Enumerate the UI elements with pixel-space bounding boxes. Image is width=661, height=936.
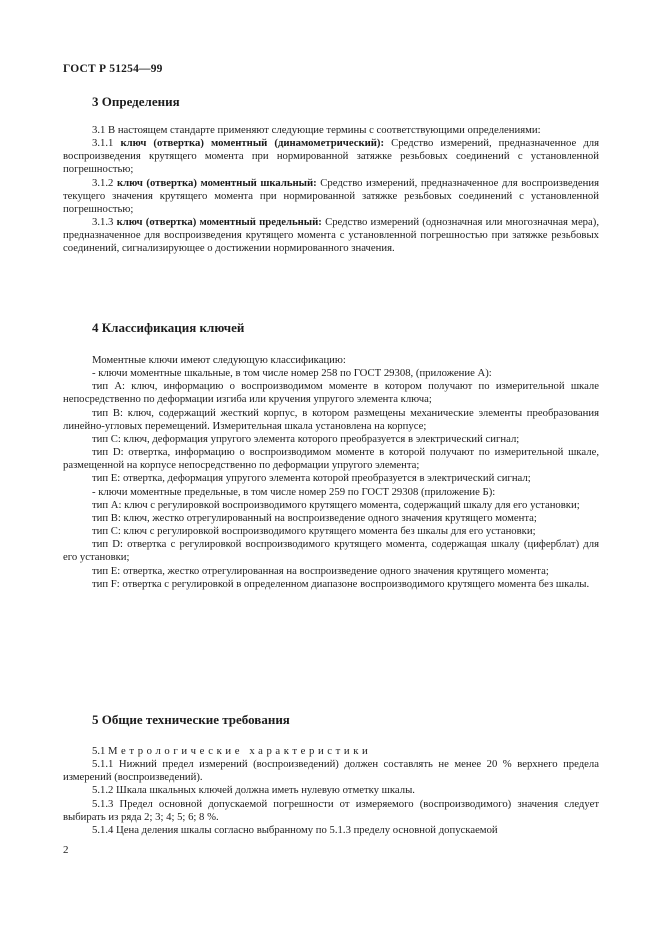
limit-type-e: тип Е: отвертка, жестко отрегулированная на воспроизведение одного значения крутящего момента; (92, 564, 549, 577)
page-number: 2 (63, 844, 69, 856)
limit-type-c: тип С: ключ с регулировкой воспроизводимого крутящего момента без шкалы для его установки; (92, 525, 536, 538)
subsection-title: Метрологические характеристики (108, 745, 372, 757)
subsection-number: 5.1 (92, 745, 106, 757)
group-limit-keys: - ключи моментные предельные, в том числе номер 259 по ГОСТ 29308 (приложение Б): (92, 485, 496, 498)
paragraph-5-1-3: 5.1.3 Предел основной допускаемой погрешности от измеряемого (воспроизводимого) значения следует выбирать из ряда 2; 3; 4; 5; 6; 8 %. (63, 797, 599, 823)
section-4-heading: 4 Классификация ключей (92, 320, 245, 335)
term-definition: Средство измерений (однозначная или многозначная мера), предназначенное для воспроизведения крутящего момента с установленной погрешностью при затяжке резьбовых соединений, сигнализирующее о достижении нормированного значения. (63, 216, 600, 255)
term-definition: Средство измерений, предназначенное для воспроизведения крутящего момента при нормированной затяжке резьбовых соединений с установленной погрешностью; (63, 137, 600, 176)
section-3-heading: 3 Определения (92, 94, 180, 109)
term-number: 3.1.1 (92, 137, 114, 150)
section-5-heading: 5 Общие технические требования (92, 712, 290, 727)
term-3-1-2 (63, 177, 599, 216)
term-name: ключ (отвертка) моментный (динамометрический): (120, 137, 385, 150)
classification-intro: Моментные ключи имеют следующую классификацию: (92, 354, 346, 366)
term-3-1-3 (63, 216, 599, 255)
term-3-1-1 (63, 137, 599, 176)
paragraph-3-1: 3.1 В настоящем стандарте применяют следующие термины с соответствующими определениями: (92, 124, 541, 136)
term-number: 3.1.3 (92, 216, 114, 229)
limit-type-a: тип А: ключ с регулировкой воспроизводимого крутящего момента, содержащий шкалу для его установки; (92, 498, 580, 511)
section-5-body (63, 745, 599, 837)
scale-type-a: тип А: ключ, информацию о воспроизводимом моменте в котором получают по измерительной шкале непосредственно по деформации изгиба или кручения упругого элемента ключа; (63, 380, 599, 406)
document-header: ГОСТ Р 51254—99 (63, 63, 163, 75)
group-scale-keys: - ключи моментные шкальные, в том числе номер 258 по ГОСТ 29308, (приложение А): (92, 367, 492, 380)
scale-type-d: тип D: отвертка, информацию о воспроизводимом моменте в которой получают по измерительной шкале, размещенной на корпусе непосредственно по деформации упругого элемента; (63, 446, 599, 472)
scale-type-c: тип С: ключ, деформация упругого элемента которого преобразуется в электрический сигнал; (92, 432, 520, 445)
term-name: ключ (отвертка) моментный предельный: (116, 216, 322, 229)
paragraph-5-1-1: 5.1.1 Нижний предел измерений (воспроизведений) должен составлять не менее 20 % верхнего предела измерений (воспроизведений). (63, 758, 599, 784)
subsection-5-1 (63, 745, 599, 758)
paragraph-5-1-4: 5.1.4 Цена деления шкалы согласно выбранному по 5.1.3 пределу основной допускаемой (92, 823, 498, 836)
section-4-body (63, 354, 599, 591)
limit-type-f: тип F: отвертка с регулировкой в определенном диапазоне воспроизводимого крутящего момента без шкалы. (92, 577, 590, 590)
limit-type-b: тип В: ключ, жестко отрегулированный на воспроизведение одного значения крутящего момента; (92, 511, 537, 524)
limit-type-d: тип D: отвертка с регулировкой воспроизводимого крутящего момента, содержащая шкалу (циферблат) для его установки; (63, 538, 599, 564)
paragraph-5-1-2: 5.1.2 Шкала шкальных ключей должна иметь нулевую отметку шкалы. (92, 784, 415, 797)
term-number: 3.1.2 (92, 176, 114, 189)
scale-type-b: тип В: ключ, содержащий жесткий корпус, в котором размещены механические элементы преобразования линейно-угловых перемещений. Измерительная шкала установлена на корпусе; (63, 406, 599, 432)
term-name: ключ (отвертка) моментный шкальный: (116, 176, 317, 189)
term-definition: Средство измерений, предназначенное для воспроизведения текущего значения крутящего момента при нормированной затяжке резьбовых соединений с установленной погрешностью; (63, 176, 600, 215)
scale-type-e: тип Е: отвертка, деформация упругого элемента которой преобразуется в электрический сигнал; (92, 472, 531, 485)
section-3-body (63, 124, 599, 256)
